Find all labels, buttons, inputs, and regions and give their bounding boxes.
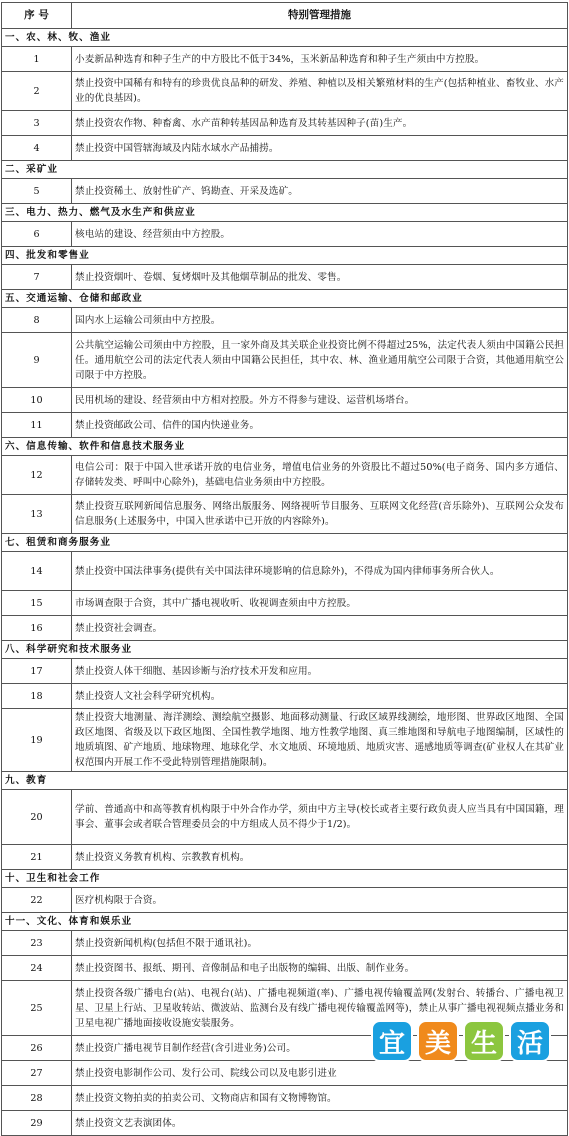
table-row xyxy=(2,111,568,136)
row-number: 24 xyxy=(2,956,72,981)
section-row xyxy=(2,204,568,222)
section-row xyxy=(2,290,568,308)
section-row xyxy=(2,641,568,659)
measure-text: 禁止投资社会调查。 xyxy=(72,616,568,641)
row-number: 21 xyxy=(2,845,72,870)
table-row xyxy=(2,179,568,204)
watermark-char: 美 xyxy=(417,1020,459,1062)
measure-text: 国内水上运输公司须由中方控股。 xyxy=(72,308,568,333)
section-row xyxy=(2,534,568,552)
measure-text: 医疗机构限于合资。 xyxy=(72,888,568,913)
row-number: 13 xyxy=(2,495,72,534)
row-number: 4 xyxy=(2,136,72,161)
row-number: 26 xyxy=(2,1036,72,1061)
table-row xyxy=(2,1061,568,1086)
header-number: 序 号 xyxy=(2,3,72,29)
table-row xyxy=(2,456,568,495)
row-number: 2 xyxy=(2,72,72,111)
section-title: 九、教育 xyxy=(2,772,568,790)
row-number: 7 xyxy=(2,265,72,290)
table-row xyxy=(2,222,568,247)
brand-watermark xyxy=(371,1020,551,1062)
table-row xyxy=(2,388,568,413)
section-row xyxy=(2,247,568,265)
measure-text: 禁止投资邮政公司、信件的国内快递业务。 xyxy=(72,413,568,438)
table-header-row xyxy=(2,3,568,29)
table-row xyxy=(2,265,568,290)
section-title: 四、批发和零售业 xyxy=(2,247,568,265)
row-number: 10 xyxy=(2,388,72,413)
row-number: 16 xyxy=(2,616,72,641)
table-row xyxy=(2,845,568,870)
measure-text: 禁止投资烟叶、卷烟、复烤烟叶及其他烟草制品的批发、零售。 xyxy=(72,265,568,290)
watermark-char: 生 xyxy=(463,1020,505,1062)
measure-text: 禁止投资电影制作公司、发行公司、院线公司以及电影引进业 xyxy=(72,1061,568,1086)
table-row xyxy=(2,709,568,772)
section-row xyxy=(2,161,568,179)
section-title: 一、农、林、牧、渔业 xyxy=(2,29,568,47)
measure-text: 禁止投资人文社会科学研究机构。 xyxy=(72,684,568,709)
row-number: 5 xyxy=(2,179,72,204)
section-title: 六、信息传输、软件和信息技术服务业 xyxy=(2,438,568,456)
row-number: 15 xyxy=(2,591,72,616)
table-row xyxy=(2,333,568,388)
measure-text: 禁止投资中国稀有和特有的珍贵优良品种的研发、养殖、种植以及相关繁殖材料的生产(包括种植业、畜牧业、水产业的优良基因)。 xyxy=(72,72,568,111)
table-row xyxy=(2,591,568,616)
table-row xyxy=(2,552,568,591)
measure-text: 禁止投资大地测量、海洋测绘、测绘航空摄影、地面移动测量、行政区域界线测绘，地形图、世界政区地图、全国政区地图、省级及以下政区地图、全国性教学地图、地方性教学地图、真三维地图和导航电子地图编制，区域性的地质填图、矿产地质、地球物理、地球化学、水文地质、环境地质、地质灾害、遥感地质等调查(矿业权人在其矿业权范围内开展工作不受此特别管理措施限制)。 xyxy=(72,709,568,772)
row-number: 17 xyxy=(2,659,72,684)
table-row xyxy=(2,495,568,534)
measure-text: 市场调查限于合资，其中广播电视收听、收视调查须由中方控股。 xyxy=(72,591,568,616)
measure-text: 电信公司：限于中国入世承诺开放的电信业务，增值电信业务的外资股比不超过50%(电子商务、国内多方通信、存储转发类、呼叫中心除外)，基础电信业务须由中方控股。 xyxy=(72,456,568,495)
measure-text: 禁止投资义务教育机构、宗教教育机构。 xyxy=(72,845,568,870)
measure-text: 小麦新品种选育和种子生产的中方股比不低于34%，玉米新品种选育和种子生产须由中方控股。 xyxy=(72,47,568,72)
row-number: 9 xyxy=(2,333,72,388)
row-number: 6 xyxy=(2,222,72,247)
table-row xyxy=(2,790,568,845)
measure-text: 禁止投资文艺表演团体。 xyxy=(72,1111,568,1136)
section-title: 八、科学研究和技术服务业 xyxy=(2,641,568,659)
measure-text: 禁止投资各级广播电台(站)、电视台(站)、广播电视频道(率)、广播电视传输覆盖网(发射台、转播台、广播电视卫星、卫星上行站、卫星收转站、微波站、监测台及有线广播电视传输覆盖网等)，禁止从事广播电视视频点播业务和卫星电视广播地面接收设施安装服务。 xyxy=(72,981,568,1036)
row-number: 14 xyxy=(2,552,72,591)
table-row xyxy=(2,684,568,709)
section-title: 三、电力、热力、燃气及水生产和供应业 xyxy=(2,204,568,222)
row-number: 20 xyxy=(2,790,72,845)
table-row xyxy=(2,72,568,111)
row-number: 19 xyxy=(2,709,72,772)
table-row xyxy=(2,47,568,72)
measure-text: 禁止投资新闻机构(包括但不限于通讯社)。 xyxy=(72,931,568,956)
measure-text: 禁止投资互联网新闻信息服务、网络出版服务、网络视听节目服务、互联网文化经营(音乐除外)、互联网公众发布信息服务(上述服务中，中国入世承诺中已开放的内容除外)。 xyxy=(72,495,568,534)
measure-text: 禁止投资人体干细胞、基因诊断与治疗技术开发和应用。 xyxy=(72,659,568,684)
table-row xyxy=(2,1111,568,1136)
row-number: 3 xyxy=(2,111,72,136)
section-title: 十一、文化、体育和娱乐业 xyxy=(2,913,568,931)
measure-text: 禁止投资稀土、放射性矿产、钨勘查、开采及选矿。 xyxy=(72,179,568,204)
table-row xyxy=(2,659,568,684)
measure-text: 禁止投资广播电视节目制作经营(含引进业务)公司。 xyxy=(72,1036,568,1061)
section-row xyxy=(2,29,568,47)
measure-text: 学前、普通高中和高等教育机构限于中外合作办学，须由中方主导(校长或者主要行政负责人应当具有中国国籍，理事会、董事会或者联合管理委员会的中方组成人员不得少于1/2)。 xyxy=(72,790,568,845)
measure-text: 禁止投资图书、报纸、期刊、音像制品和电子出版物的编辑、出版、制作业务。 xyxy=(72,956,568,981)
row-number: 18 xyxy=(2,684,72,709)
row-number: 27 xyxy=(2,1061,72,1086)
section-row xyxy=(2,870,568,888)
row-number: 22 xyxy=(2,888,72,913)
section-row xyxy=(2,913,568,931)
table-row xyxy=(2,931,568,956)
row-number: 23 xyxy=(2,931,72,956)
measure-text: 禁止投资中国法律事务(提供有关中国法律环境影响的信息除外)，不得成为国内律师事务所合伙人。 xyxy=(72,552,568,591)
table-row xyxy=(2,956,568,981)
row-number: 1 xyxy=(2,47,72,72)
table-body xyxy=(2,29,568,1136)
section-row xyxy=(2,772,568,790)
section-title: 七、租赁和商务服务业 xyxy=(2,534,568,552)
measure-text: 民用机场的建设、经营须由中方相对控股。外方不得参与建设、运营机场塔台。 xyxy=(72,388,568,413)
row-number: 28 xyxy=(2,1086,72,1111)
watermark-char: 活 xyxy=(509,1020,551,1062)
table-row xyxy=(2,308,568,333)
section-title: 五、交通运输、仓储和邮政业 xyxy=(2,290,568,308)
table-row xyxy=(2,136,568,161)
section-row xyxy=(2,438,568,456)
measure-text: 公共航空运输公司须由中方控股，且一家外商及其关联企业投资比例不得超过25%，法定代表人须由中国籍公民担任。通用航空公司的法定代表人须由中国籍公民担任，其中农、林、渔业通用航空公司限于合资，其他通用航空公司限于中方控股。 xyxy=(72,333,568,388)
measure-text: 禁止投资中国管辖海域及内陆水域水产品捕捞。 xyxy=(72,136,568,161)
row-number: 8 xyxy=(2,308,72,333)
table-row xyxy=(2,616,568,641)
section-title: 二、采矿业 xyxy=(2,161,568,179)
section-title: 十、卫生和社会工作 xyxy=(2,870,568,888)
row-number: 12 xyxy=(2,456,72,495)
table-row xyxy=(2,1086,568,1111)
header-measures: 特别管理措施 xyxy=(72,3,568,29)
measure-text: 禁止投资文物拍卖的拍卖公司、文物商店和国有文物博物馆。 xyxy=(72,1086,568,1111)
special-measures-table xyxy=(1,2,568,1136)
row-number: 29 xyxy=(2,1111,72,1136)
table-row xyxy=(2,888,568,913)
watermark-char: 宜 xyxy=(371,1020,413,1062)
measure-text: 核电站的建设、经营须由中方控股。 xyxy=(72,222,568,247)
row-number: 11 xyxy=(2,413,72,438)
row-number: 25 xyxy=(2,981,72,1036)
measure-text: 禁止投资农作物、种畜禽、水产苗种转基因品种选育及其转基因种子(苗)生产。 xyxy=(72,111,568,136)
table-row xyxy=(2,413,568,438)
